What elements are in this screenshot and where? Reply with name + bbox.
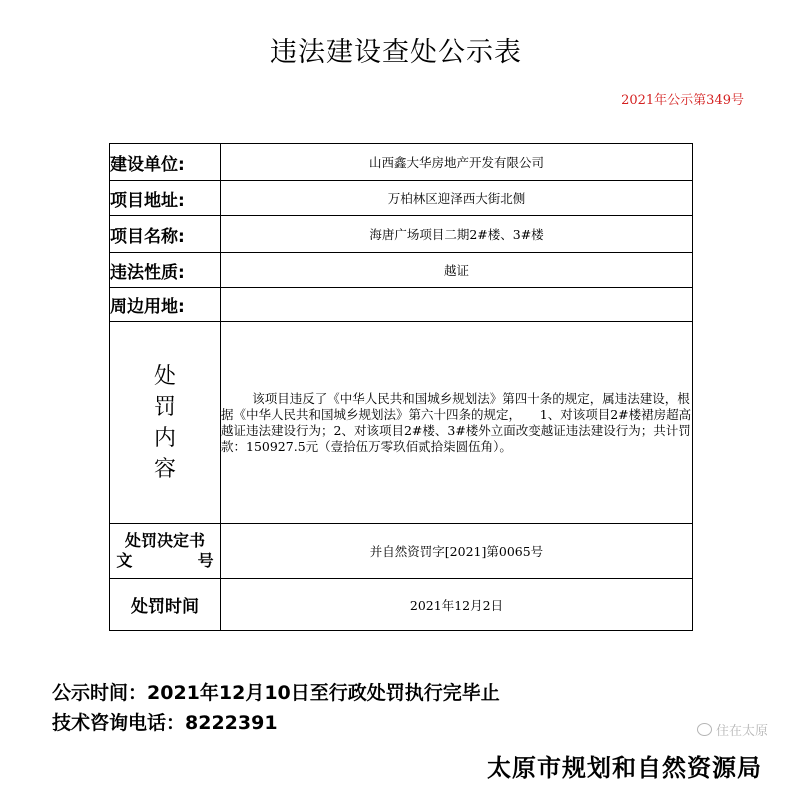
punishment-label-char: 处 (153, 363, 176, 389)
punishment-content: 该项目违反了《中华人民共和国城乡规划法》第四十条的规定，属违法建设，根据《中华人民共和国城乡规划法》第六十四条的规定， 1、对该项目2#楼裙房超高越证违法建设行为；2、对该项目2#楼、3#楼外立面改变越证违法建设行为；共计罚款：150927.5元（壹拾伍万零玖佰贰拾柒圆伍角）。 (221, 390, 692, 454)
violation-table (109, 143, 693, 631)
consult-phone: 技术咨询电话：8222391 (52, 712, 278, 734)
page-title: 违法建设查处公示表 (270, 37, 522, 68)
surroundings-label: 周边用地: (110, 288, 221, 322)
table-row (110, 181, 693, 216)
decision-label-line2 (110, 551, 220, 571)
nature-label: 违法性质: (110, 253, 221, 288)
time-label: 处罚时间 (110, 579, 221, 631)
watermark-text: 住在太原 (715, 724, 768, 739)
table-row (110, 144, 693, 181)
surroundings-value (221, 288, 693, 322)
decision-label-char: 号 (197, 551, 214, 570)
table-row (110, 579, 693, 631)
address-value: 万柏林区迎泽西大街北侧 (221, 181, 693, 216)
table-row (110, 253, 693, 288)
punishment-label (110, 322, 221, 524)
table-row (110, 322, 693, 524)
table-row (110, 524, 693, 579)
unit-value: 山西鑫大华房地产开发有限公司 (221, 144, 693, 181)
publicity-time: 公示时间：2021年12月10日至行政处罚执行完毕止 (52, 682, 500, 704)
punishment-label-char: 内 (153, 425, 176, 451)
decision-label-line1: 处罚决定书 (124, 531, 205, 550)
address-label: 项目地址: (110, 181, 221, 216)
document-number: 2021年公示第349号 (621, 93, 744, 108)
table-row (110, 216, 693, 253)
table-row (110, 288, 693, 322)
watermark (697, 720, 768, 739)
issuing-authority: 太原市规划和自然资源局 (487, 753, 762, 782)
decision-value: 并自然资罚字[2021]第0065号 (221, 524, 693, 579)
project-label: 项目名称: (110, 216, 221, 253)
project-value: 海唐广场项目二期2#楼、3#楼 (221, 216, 693, 253)
punishment-label-char: 罚 (153, 394, 176, 420)
time-value: 2021年12月2日 (221, 579, 693, 631)
punishment-content-cell (221, 322, 693, 524)
decision-label (110, 524, 221, 579)
punishment-label-char: 容 (153, 456, 176, 482)
unit-label: 建设单位: (110, 144, 221, 181)
decision-label-char: 文 (116, 551, 133, 570)
wechat-icon (697, 723, 712, 736)
nature-value: 越证 (221, 253, 693, 288)
